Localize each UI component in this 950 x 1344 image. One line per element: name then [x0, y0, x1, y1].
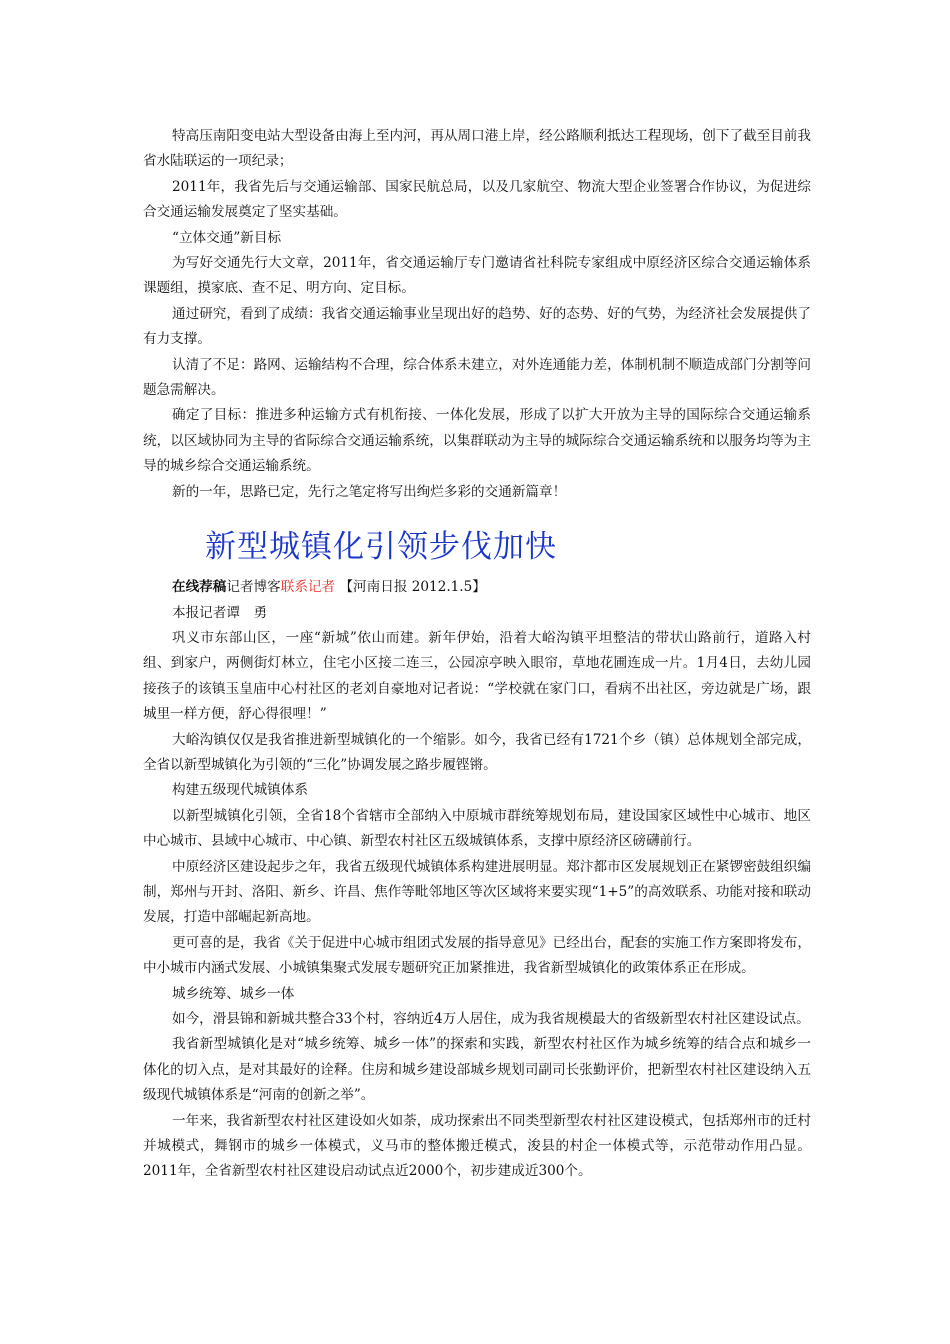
paragraph: 新的一年，思路已定，先行之笔定将写出绚烂多彩的交通新篇章！: [172, 483, 567, 500]
contact-reporter-link[interactable]: 联系记者: [280, 579, 336, 596]
article-byline: [143, 575, 811, 600]
recommend-link[interactable]: 在线荐稿: [172, 579, 227, 596]
reporter-blog-link[interactable]: 记者博客: [226, 579, 281, 596]
paragraph: 更可喜的是，我省《关于促进中心城市组团式发展的指导意见》已经出台，配套的实施工作方案即将发布，中小城市内涵式发展、小城镇集聚式发展专题研究正加紧推进，我省新型城镇化的政策体系正在形成。: [143, 934, 811, 977]
paragraph: 巩义市东部山区，一座“新城”依山而建。新年伊始，沿着大峪沟镇平坦整洁的带状山路前行，道路入村组、到家户，两侧街灯林立，住宅小区接二连三，公园凉亭映入眼帘，草地花圃连成一片。1月4日，去幼儿园接孩子的该镇玉皇庙中心村社区的老刘自豪地对记者说：“学校就在家门口，看病不出社区，旁边就是广场，跟城里一样方便，舒心得很哩！”: [143, 629, 811, 723]
paragraph: 中原经济区建设起步之年，我省五级现代城镇体系构建进展明显。郑汴都市区发展规划正在紧锣密鼓组织编制，郑州与开封、洛阳、新乡、许昌、焦作等毗邻地区等次区域将来要实现“1+5”的高效联系、功能对接和联动发展，打造中部崛起新高地。: [143, 858, 811, 926]
section-heading: 城乡统筹、城乡一体: [172, 985, 295, 1002]
paragraph: 我省新型城镇化是对“城乡统筹、城乡一体”的探索和实践，新型农村社区作为城乡统筹的结合点和城乡一体化的切入点，是对其最好的诠释。住房和城乡建设部城乡规划司副司长张勤评价，把新型农村社区建设纳入五级现代城镇体系是“河南的创新之举”。: [143, 1036, 811, 1104]
paragraph: 大峪沟镇仅仅是我省推进新型城镇化的一个缩影。如今，我省已经有1721个乡（镇）总体规划全部完成，全省以新型城镇化为引领的“三化”协调发展之路步履铿锵。: [143, 731, 811, 773]
paragraph: 确定了目标：推进多种运输方式有机衔接、一体化发展，形成了以扩大开放为主导的国际综合交通运输系统，以区域协同为主导的省际综合交通运输系统，以集群联动为主导的城际综合交通运输系统和以服务均等为主导的城乡综合交通运输系统。: [143, 407, 811, 475]
paragraph: 认清了不足：路网、运输结构不合理，综合体系未建立，对外连通能力差，体制机制不顺造成部门分割等问题急需解决。: [143, 356, 811, 399]
paragraph: 一年来，我省新型农村社区建设如火如荼，成功探索出不同类型新型农村社区建设模式，包括郑州市的迁村并城模式，舞钢市的城乡一体模式，义马市的整体搬迁模式，浚县的村企一体模式等，示范带动作用凸显。2011年，全省新型农村社区建设启动试点近2000个，初步建成近300个。: [143, 1112, 811, 1180]
section-heading: 构建五级现代城镇体系: [172, 782, 308, 799]
paragraph: 通过研究，看到了成绩：我省交通运输事业呈现出好的趋势、好的态势、好的气势，为经济社会发展提供了有力支撑。: [143, 305, 811, 348]
paragraph: 如今，滑县锦和新城共整合33个村，容纳近4万人居住，成为我省规模最大的省级新型农村社区建设试点。: [172, 1011, 810, 1027]
paragraph: 为写好交通先行大文章，2011年，省交通运输厅专门邀请省社科院专家组成中原经济区综合交通运输体系课题组，摸家底、查不足、明方向、定目标。: [143, 255, 811, 297]
paragraph: 特高压南阳变电站大型设备由海上至内河，再从周口港上岸，经公路顺利抵达工程现场，创下了截至目前我省水陆联运的一项纪录；: [143, 128, 811, 170]
article-source: 【河南日报 2012.1.5】: [339, 579, 486, 596]
article-title: 新型城镇化引领步伐加快: [205, 529, 557, 566]
paragraph: 以新型城镇化引领，全省18个省辖市全部纳入中原城市群统筹规划布局，建设国家区域性中心城市、地区中心城市、县域中心城市、中心镇、新型农村社区五级城镇体系，支撑中原经济区磅礴前行。: [143, 807, 811, 850]
paragraph: 2011年，我省先后与交通运输部、国家民航总局，以及几家航空、物流大型企业签署合作协议，为促进综合交通运输发展奠定了坚实基础。: [143, 178, 811, 221]
document-body: [143, 124, 811, 1185]
reporter-line: 本报记者谭 勇: [172, 604, 268, 621]
section-heading: “立体交通”新目标: [172, 229, 282, 246]
